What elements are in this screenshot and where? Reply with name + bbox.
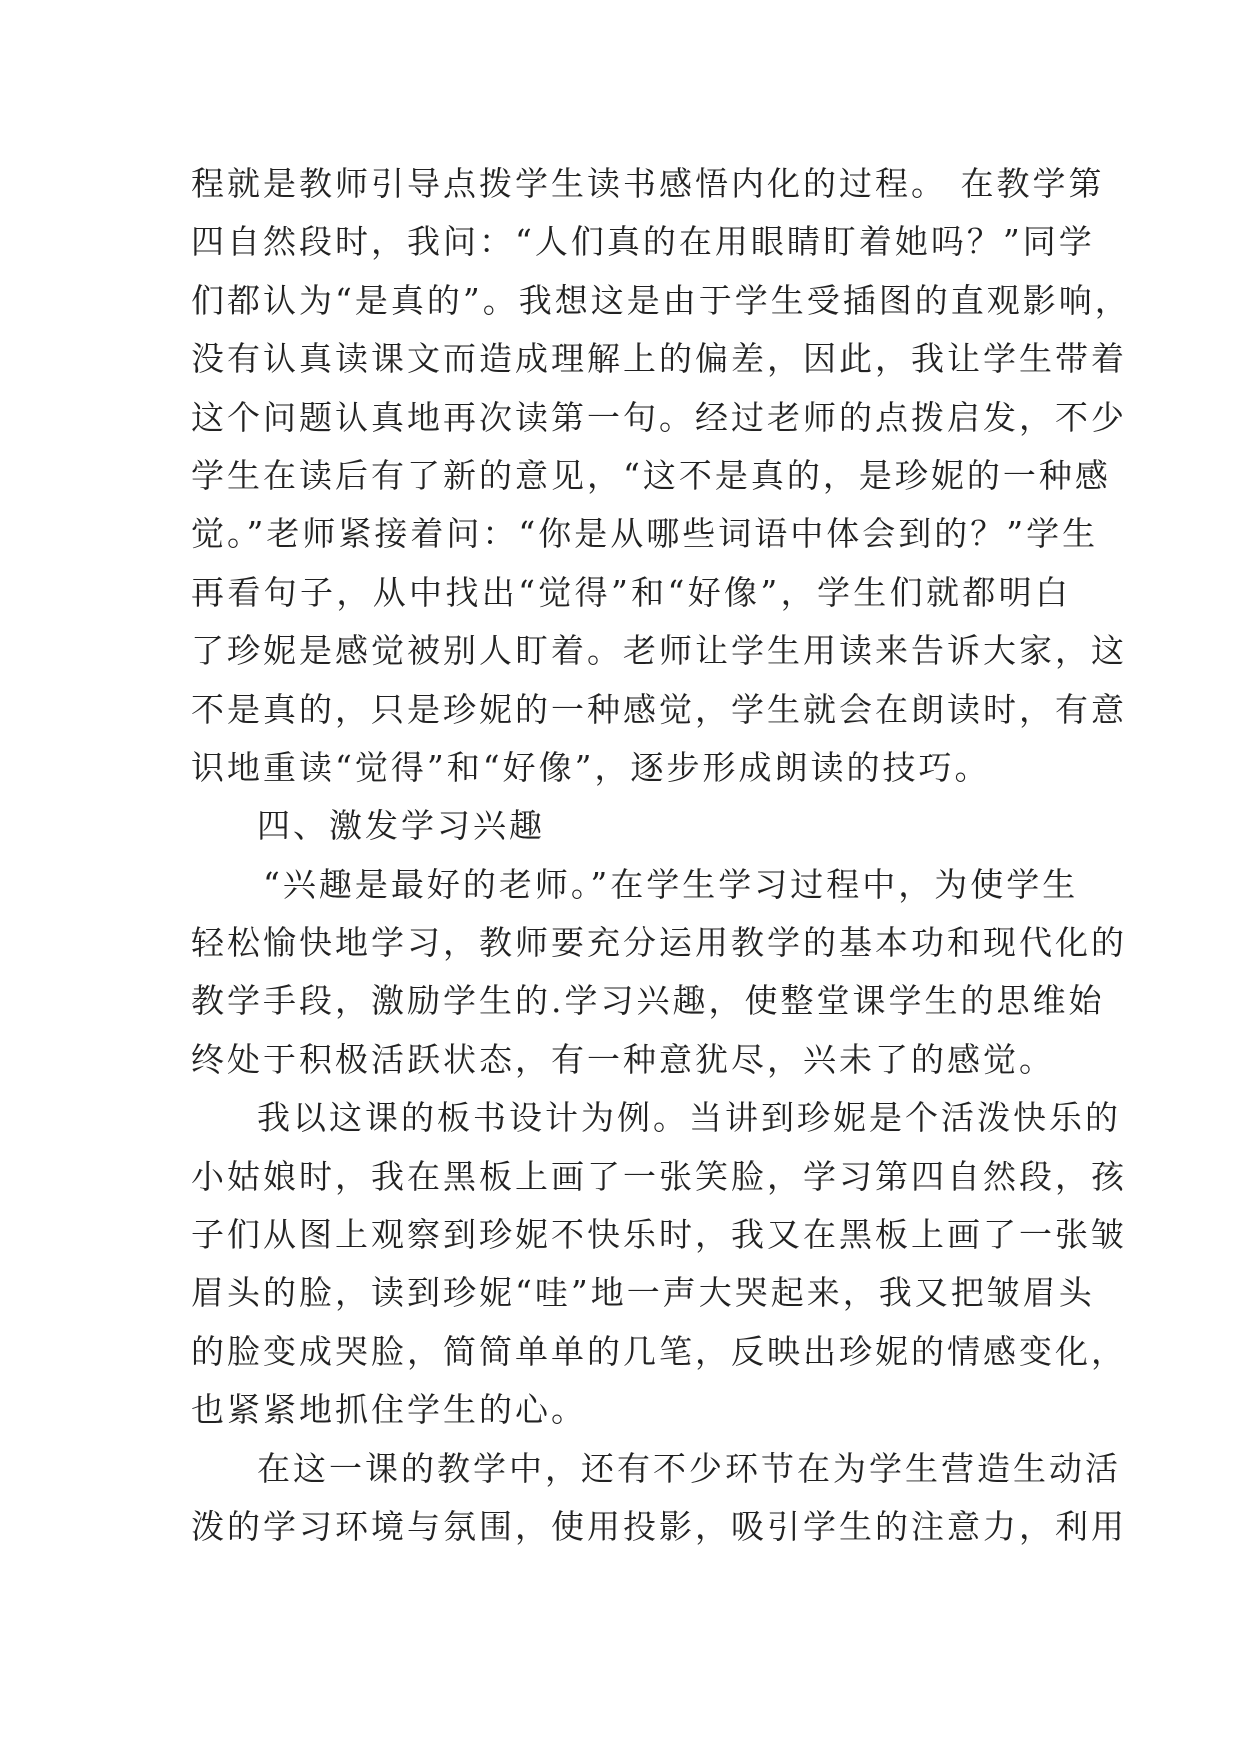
text-line: 学生在读后有了新的意见，“这不是真的，是珍妮的一种感: [191, 455, 1111, 495]
text-line: 在这一课的教学中，还有不少环节在为学生营造生动活: [257, 1448, 1121, 1488]
text-line: 这个问题认真地再次读第一句。经过老师的点拨启发，不少: [191, 397, 1127, 437]
text-line: “兴趣是最好的老师。”在学生学习过程中，为使学生: [263, 864, 1079, 904]
text-line: 四自然段时，我问：“人们真的在用眼睛盯着她吗？”同学: [191, 222, 1095, 262]
text-line: 不是真的，只是珍妮的一种感觉，学生就会在朗读时，有意: [191, 689, 1127, 729]
text-line: 泼的学习环境与氛围，使用投影，吸引学生的注意力，利用: [191, 1506, 1127, 1546]
text-line: 程就是教师引导点拨学生读书感悟内化的过程。 在教学第: [191, 164, 1105, 203]
text-line: 眉头的脸，读到珍妮“哇”地一声大哭起来，我又把皱眉头: [191, 1273, 1095, 1313]
text-line: 教学手段，激励学生的.学习兴趣，使整堂课学生的思维始: [191, 981, 1105, 1021]
text-line: 了珍妮是感觉被别人盯着。老师让学生用读来告诉大家，这: [191, 631, 1127, 671]
text-line: 觉。”老师紧接着问：“你是从哪些词语中体会到的？”学生: [191, 514, 1099, 554]
text-line: 轻松愉快地学习，教师要充分运用教学的基本功和现代化的: [191, 923, 1127, 963]
text-line: 我以这课的板书设计为例。当讲到珍妮是个活泼快乐的: [257, 1098, 1121, 1138]
text-line: 小姑娘时，我在黑板上画了一张笑脸，学习第四自然段，孩: [191, 1156, 1127, 1196]
text-line: 终处于积极活跃状态，有一种意犹尽，兴未了的感觉。: [191, 1039, 1055, 1079]
text-line: 们都认为“是真的”。我想这是由于学生受插图的直观影响，: [191, 280, 1131, 320]
section-heading: 四、激发学习兴趣: [257, 806, 545, 846]
text-line: 也紧紧地抓住学生的心。: [191, 1390, 587, 1430]
text-line: 子们从图上观察到珍妮不快乐时，我又在黑板上画了一张皱: [191, 1215, 1127, 1255]
text-line: 再看句子，从中找出“觉得”和“好像”，学生们就都明白: [191, 572, 1071, 612]
text-line: 识地重读“觉得”和“好像”，逐步形成朗读的技巧。: [191, 747, 991, 787]
text-line: 的脸变成哭脸，简简单单的几笔，反映出珍妮的情感变化，: [191, 1331, 1127, 1371]
body-text: [191, 155, 1131, 1556]
text-line: 没有认真读课文而造成理解上的偏差，因此，我让学生带着: [191, 339, 1127, 379]
